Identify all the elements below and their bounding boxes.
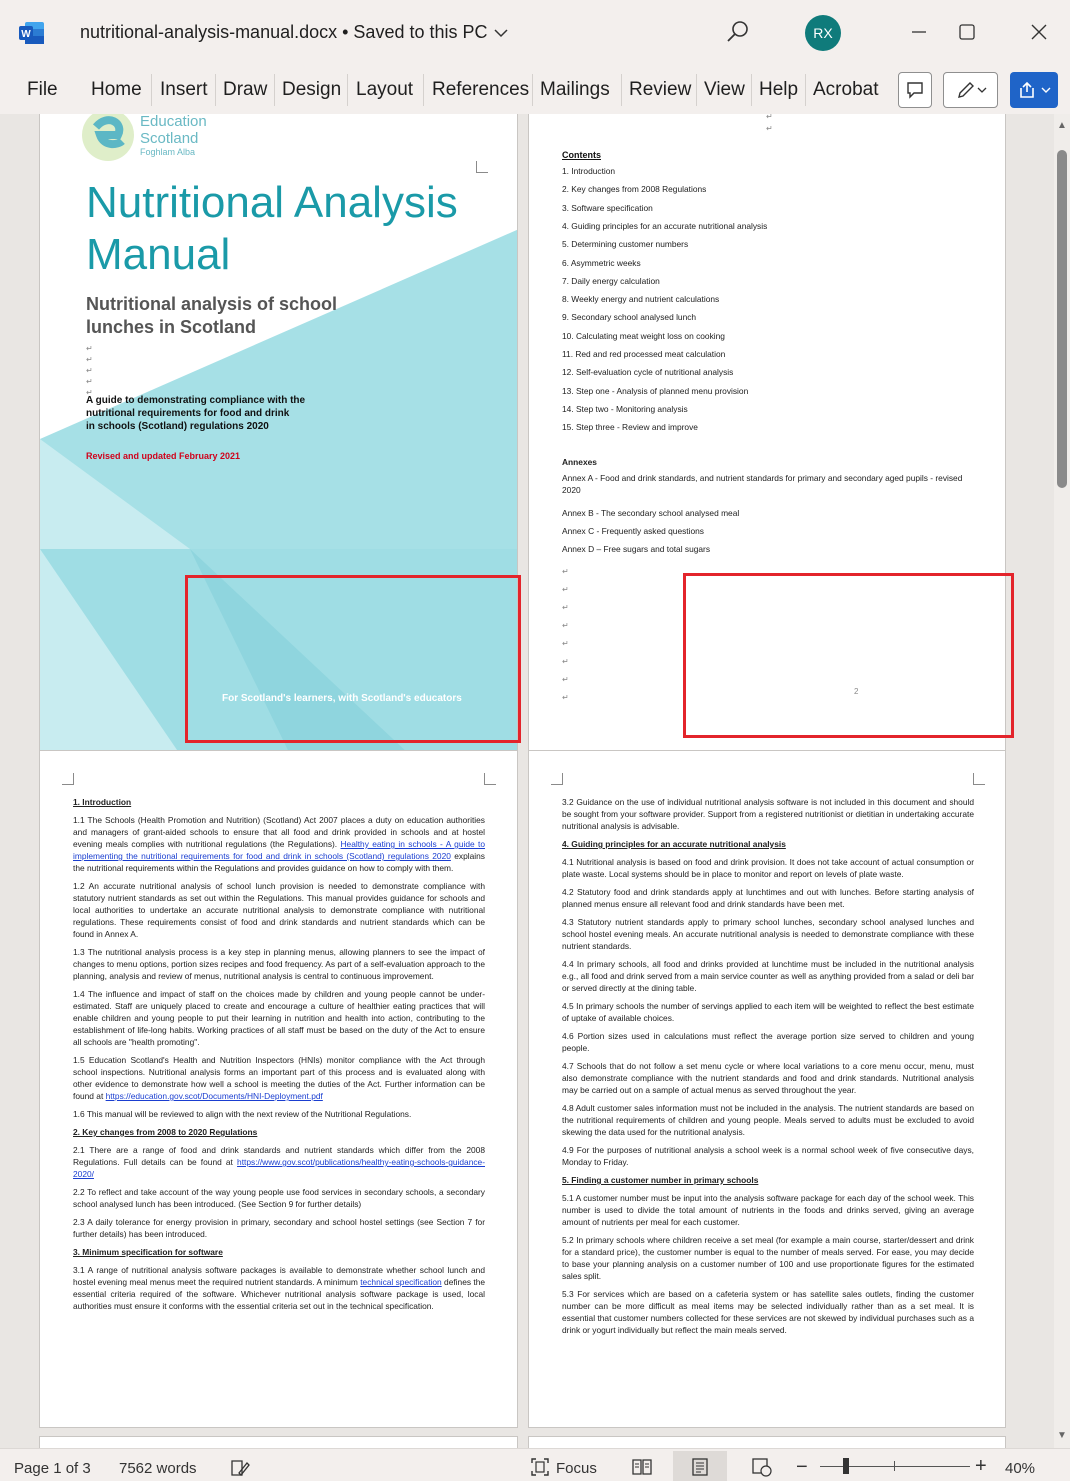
annex-item[interactable]: Annex D – Free sugars and total sugars [562,544,711,554]
paragraph: 2.3 A daily tolerance for energy provision in primary, secondary and school hostel settings (see Section 7 for further details) has been introduced. [73,1217,485,1239]
paragraph-marks: ↵ ↵ [766,114,773,133]
tab-divider [532,74,533,106]
toc-item[interactable]: 14. Step two - Monitoring analysis [562,403,688,414]
paragraph-text: defines the essential criteria required of the software. Whichever nutritional analysis software package is used, local authorities must ensure it conforms with the essential criteria set out in the technical specification. [73,1277,486,1311]
crop-mark [476,161,488,173]
paragraph: 4.9 For the purposes of nutritional analysis a school week is a normal school week of five consecutive days, Monday to Friday. [562,1145,974,1167]
logo-text [140,114,207,147]
tab-divider [347,74,348,106]
toc-item[interactable]: 8. Weekly energy and nutrient calculations [562,294,720,305]
ribbon-tabs [0,66,1070,114]
education-scotland-logo [82,114,138,165]
tab-layout[interactable]: Layout [356,79,414,100]
cover-subtitle [86,293,386,339]
highlight-box [683,573,1014,738]
tab-divider [621,74,622,106]
paragraph: 4.2 Statutory food and drink standards apply at lunchtimes and out with lunches. Before starting analysis of planned menus ensure all relevant food and drink standards have been met. [562,887,974,909]
paragraph-marks: ↵ ↵ ↵ ↵ ↵ ↵ ↵ ↵ [562,567,569,702]
section-heading: 5. Finding a customer number in primary schools [562,1175,759,1185]
title-bar [0,0,1070,66]
vertical-scrollbar[interactable] [1054,114,1070,1448]
paragraph: 1.6 This manual will be reviewed to align with the next review of the Nutritional Regulations. [73,1109,412,1119]
share-icon [1017,80,1037,100]
scroll-up-icon[interactable]: ▲ [1057,120,1067,131]
crop-mark [62,773,74,785]
print-layout-icon [690,1457,710,1477]
tab-divider [805,74,806,106]
paragraph [73,1054,485,1102]
tab-divider [274,74,275,106]
hni-link[interactable]: https://education.gov.scot/Documents/HNI-Deployment.pdf [105,1091,323,1101]
tab-acrobat[interactable]: Acrobat [813,79,879,100]
toc-item[interactable]: 10. Calculating meat weight loss on cooking [562,330,725,341]
minimize-button[interactable] [905,18,933,46]
paragraph: 3.2 Guidance on the use of individual nutritional analysis software is not included in this document and should be sought from your software provider. Support from a registered nutritionist or dietitian in undertaking accurate nutritional analysis is advisable. [562,797,974,831]
crop-mark [551,773,563,785]
cover-revision-date: Revised and updated February 2021 [86,451,241,461]
paragraph: 4.7 Schools that do not follow a set menu cycle or where local variations to a core menu occur, menu, must also demonstrate compliance with the nutrient standards and food and drink standards. Nutritional analysis may be carried out on a sample of actual menus as served throughout the year. [562,1061,974,1095]
document-title-text: nutritional-analysis-manual.docx • Saved to this PC [80,22,488,42]
tab-insert[interactable]: Insert [160,79,208,100]
paragraph-text: 1.5 Education Scotland's Health and Nutrition Inspectors (HNIs) monitor compliance with the Act through school inspections. Nutritional analysis forms an important part of this process and is evaluated along with other evidence to demonstrate how well a school is meeting the duties of the Act. Further information can be found at [73,1055,485,1101]
scrollbar-thumb[interactable] [1057,150,1067,488]
tab-help[interactable]: Help [759,79,799,100]
logo-gaelic-text: Foghlam Alba [140,147,196,157]
pen-icon [955,79,977,101]
page-cover[interactable] [39,114,518,856]
avatar[interactable]: RX [805,15,841,51]
editing-mode-button[interactable] [943,72,998,108]
word-app-icon [19,21,45,45]
maximize-button[interactable] [953,18,981,46]
paragraph: 1.4 The influence and impact of staff on the choices made by children and young people cannot be under-estimated. Staff are uniquely placed to create and encourage a culture of healthier eating practices that will enable children and young people to put their learning in nutrition and health into action, contributing to the establishment of life-long habits. Working practices of all staff must be based on the duty of the Act to ensure all schools are "health promoting". [73,989,485,1047]
paragraph: 4.5 In primary schools the number of servings applied to each item will be weighted to reflect the best estimate of uptake of available choices. [562,1001,974,1023]
close-button[interactable] [1025,18,1053,46]
search-icon[interactable] [724,18,752,46]
logo-line: Education [140,114,207,130]
gov-scot-link[interactable]: https://www.gov.scot/publications/healthy-eating-schools-guidance-2020/ [73,1157,485,1179]
page-number: 2 [854,687,859,696]
page-4[interactable] [528,750,1006,1428]
paragraph: 1.3 The nutritional analysis process is a key step in planning menus, allowing planners to see the impact of changes to menu options, portion sizes recipes and food frequency. As part of a self-evaluation approach to the planning, analysis and review of menus, nutritional analysis is central to continuous improvement. [73,947,485,981]
paragraph: 4.4 In primary schools, all food and drinks provided at lunchtime must be included in the nutritional analysis e.g., all food and drink served from a main service counter as well as anything provided from a salad or deli bar or served directly at the dining table. [562,959,974,993]
cover-guide-line: in schools (Scotland) regulations 2020 [86,421,269,432]
paragraph: 2.2 To reflect and take account of the way young people use food services in secondary schools, a secondary school analysed lunch has been introduced. (See Section 9 for further details) [73,1187,485,1209]
annex-item[interactable]: Annex C - Frequently asked questions [562,526,704,536]
page-count[interactable]: Page 1 of 3 [14,1460,91,1477]
crop-mark [973,773,985,785]
section-heading: 3. Minimum specification for software [73,1247,223,1257]
cover-guide-line: nutritional requirements for food and drink [86,408,290,419]
tab-review[interactable]: Review [629,79,692,100]
section-heading: 1. Introduction [73,797,132,807]
cover-subtitle-line: Nutritional analysis of school [86,294,338,314]
paragraph: 4.8 Adult customer sales information must not be included in the analysis. The nutrient standards are based on the nutritional requirements of children and young people. Meals served to adults must be excluded to avoid skewing the data used for the nutritional analysis. [562,1103,974,1137]
paragraph-text: explains the nutritional requirements within the Regulations and provides guidance on how to comply with them. [73,851,485,873]
page-6-preview[interactable] [528,1436,1006,1448]
tab-divider [696,74,697,106]
paragraph: 1.2 An accurate nutritional analysis of school lunch provision is needed to demonstrate compliance with statutory nutrient standards as set out within the Regulations. This manual provides guidance for schools and local authorities to undertake an accurate nutritional analysis to demonstrate compliance with nutritional regulations. These requirements consist of food and drink standards and nutrient standards which can be found in Annex A. [73,881,485,939]
section-heading: 4. Guiding principles for an accurate nutritional analysis [562,839,786,849]
tab-references[interactable]: References [432,79,530,100]
zoom-slider-thumb[interactable] [843,1458,849,1474]
zoom-slider-midmark [894,1461,895,1471]
paragraph: 5.3 For services which are based on a cafeteria system or has satellite sales outlets, finding the customer number can be more difficult as meal items may be selected individually rather than as a set meal. It is essential that customer numbers collected for these services are not skewed by individual purchases such as a drink or yogurt individually but reflect the main meals served. [562,1289,974,1335]
tab-mailings[interactable]: Mailings [540,79,610,100]
logo-line: Scotland [140,130,199,147]
document-title[interactable] [80,22,508,43]
highlight-box [185,575,521,743]
toc-item[interactable]: 11. Red and red processed meat calculation [562,349,726,359]
contents-heading: Contents [562,150,601,160]
toc-item[interactable]: 2. Key changes from 2008 Regulations [562,184,707,195]
paragraph [73,814,485,874]
page-3[interactable] [39,750,518,1428]
paragraph-marks: ↵ ↵ ↵ ↵ ↵ [86,344,93,397]
chevron-down-icon [494,28,508,38]
tab-file[interactable]: File [27,79,58,100]
tab-divider [751,74,752,106]
guide-link[interactable]: Healthy eating in schools - A guide to implementing the nutritional requirements for food and drink in schools (Scotland) regulations 2020 [73,839,486,861]
cover-title-line: Manual [86,230,231,279]
annexes-heading: Annexes [562,457,597,467]
crop-mark [484,773,496,785]
section-heading: 2. Key changes from 2008 to 2020 Regulations [73,1127,258,1137]
page-4-body [562,796,974,1342]
toc-item[interactable]: 3. Software specification [562,202,653,213]
paragraph [73,1264,485,1312]
paragraph-text: 2.1 There are a range of food and drink standards and nutrient standards which differ from the 2008 Regulations. Full details can be found at [73,1145,485,1167]
cover-subtitle-line: lunches in Scotland [86,317,257,337]
paragraph [73,1144,485,1180]
cover-footer-tagline: For Scotland's learners, with Scotland's educators [222,693,462,704]
toc-item[interactable]: 12. Self-evaluation cycle of nutritional analysis [562,367,734,378]
toc-item[interactable]: 1. Introduction [562,166,616,176]
toc-item[interactable]: 7. Daily energy calculation [562,275,660,286]
toc-item[interactable]: 13. Step one - Analysis of planned menu provision [562,385,749,396]
chevron-down-icon [977,86,987,94]
paragraph: 4.3 Statutory nutrient standards apply to primary school lunches, secondary school analysed lunches and school hostel evening meals. An accurate nutritional analysis is needed to demonstrate compliance with these nutrient standards. [562,917,974,951]
chevron-down-icon [1041,86,1051,94]
page-5-preview[interactable] [39,1436,518,1448]
tab-divider [423,74,424,106]
annex-item[interactable]: Annex B - The secondary school analysed meal [562,508,740,518]
paragraph-text: 3.1 A range of nutritional analysis software packages is available to demonstrate whether school lunch and hostel evening meal menus meet the required nutrient standards. A minimum [73,1265,485,1287]
tab-view[interactable]: View [704,79,745,100]
tab-home[interactable]: Home [91,79,142,100]
cover-guide-text [86,394,356,433]
maximize-icon [958,23,976,41]
cover-title [86,177,458,281]
cover-title-line: Nutritional Analysis [86,178,458,227]
document-canvas[interactable] [0,114,1054,1448]
comment-icon [905,80,925,100]
tab-divider [215,74,216,106]
proofing-icon[interactable] [229,1458,251,1478]
paragraph: 5.2 In primary schools where children receive a set meal (for example a main course, starter/dessert and drink for a standard price), the customer number is equal to the number of meals served. For ease, you may decide to base your planning analysis on a customer number of 100 and use proportionate figures for the estimated sales split. [562,1235,974,1281]
cover-guide-line: A guide to demonstrating compliance with the [86,395,306,406]
paragraph: 4.1 Nutritional analysis is based on food and drink provision. It does not take account of actual consumption or plate waste. Local systems should be in place to monitor and report on levels of plate waste. [562,857,974,879]
print-layout-button[interactable] [673,1451,727,1481]
scroll-down-icon[interactable]: ▼ [1057,1430,1067,1441]
tab-design[interactable]: Design [282,79,342,100]
paragraph: 4.6 Portion sizes used in calculations must reflect the average portion size served to children and young people. [562,1031,974,1053]
zoom-in-icon[interactable]: + [975,1455,987,1477]
share-button[interactable] [1010,72,1058,108]
svg-text:W: W [21,29,31,40]
comments-button[interactable] [898,72,932,108]
word-count[interactable]: 7562 words [119,1460,197,1477]
toc-item[interactable]: 4. Guiding principles for an accurate nutritional analysis [562,220,768,231]
toc-item[interactable]: 5. Determining customer numbers [562,239,689,250]
focus-icon [530,1457,550,1477]
toc-item[interactable]: 6. Asymmetric weeks [562,257,641,268]
tab-divider [151,74,152,106]
zoom-out-icon[interactable]: − [796,1456,808,1478]
read-mode-icon[interactable] [631,1457,653,1477]
paragraph-text: 1.1 The Schools (Health Promotion and Nutrition) (Scotland) Act 2007 places a duty on education authorities and managers of grant-aided schools to ensure that all food and drink provided in schools and at hostel evening meals complies with nutritional regulations (the Regulations). [73,815,485,849]
page-contents[interactable] [528,114,1006,856]
web-layout-icon[interactable] [751,1457,773,1477]
paragraph: 5.1 A customer number must be input into the analysis software package for each day of the school week. This number is used to divide the total amount of nutrients in the foods and drinks served, giving an average amount of nutrients per meal for each customer. [562,1193,974,1227]
tab-draw[interactable]: Draw [223,79,268,100]
minimize-icon [910,23,928,41]
technical-spec-link[interactable]: technical specification [360,1277,442,1287]
zoom-level[interactable]: 40% [1005,1460,1036,1477]
focus-button[interactable]: Focus [556,1460,597,1477]
status-bar [0,1448,1070,1481]
close-icon [1030,23,1048,41]
annex-item[interactable]: Annex A - Food and drink standards, and nutrient standards for primary and secondary aged pupils - revised 2020 [562,473,963,495]
page-3-body [73,796,485,1318]
toc-item[interactable]: 15. Step three - Review and improve [562,422,698,433]
toc-item[interactable]: 9. Secondary school analysed lunch [562,312,697,323]
